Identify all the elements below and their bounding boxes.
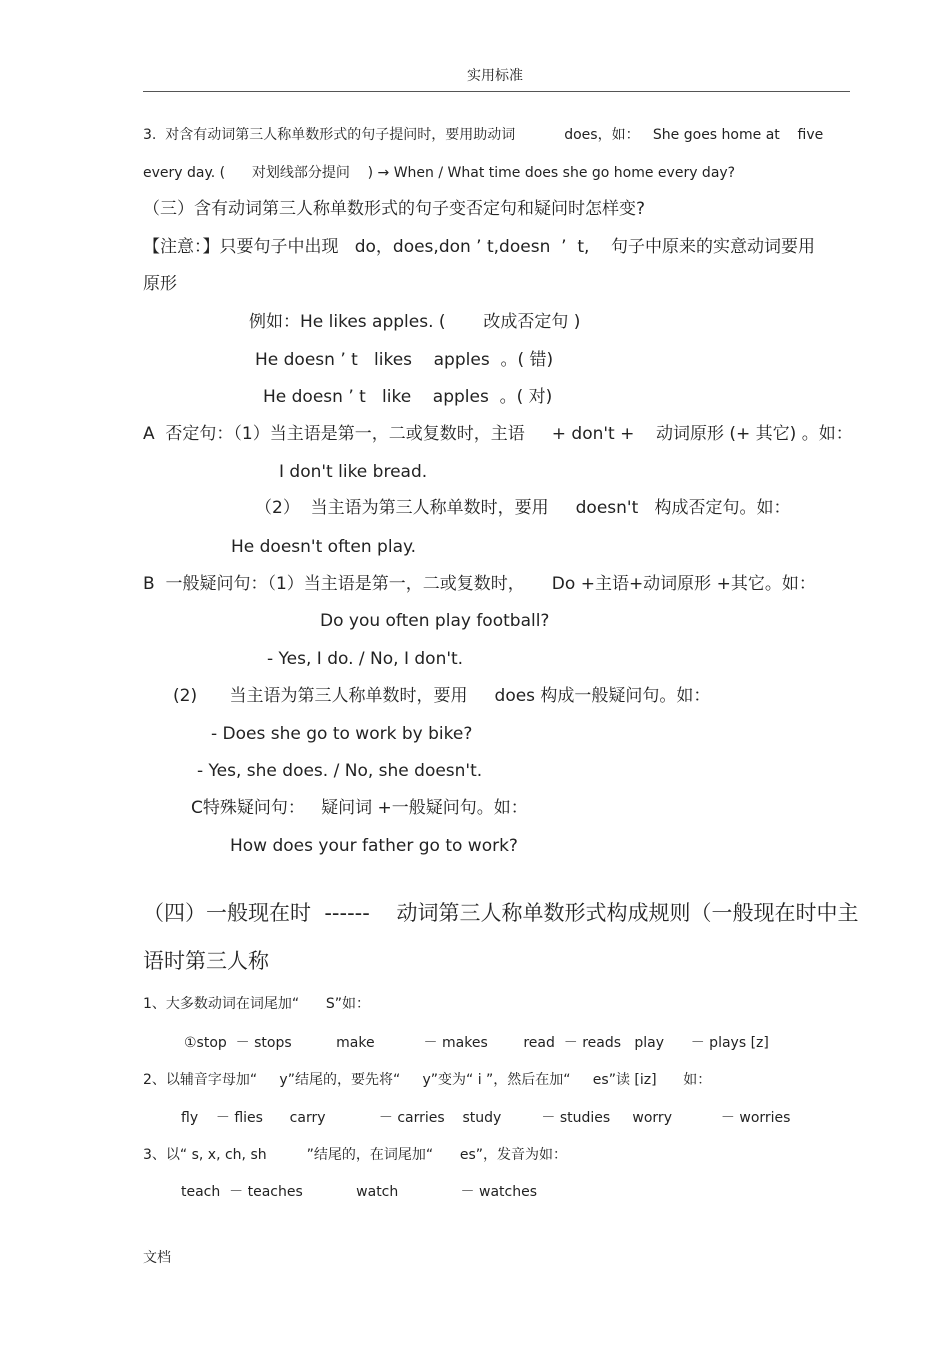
rule-1-examples: ①stop － stops make － makes read － reads play － plays [z]: [184, 1035, 769, 1051]
question-answer-1: - Yes, I do. / No, I don't.: [267, 649, 464, 669]
section-3-heading: （三）含有动词第三人称单数形式的句子变否定句和疑问时怎样变?: [143, 199, 646, 219]
page-header-title: 实用标准: [467, 68, 523, 84]
rule-3-examples: teach － teaches watch － watches: [181, 1184, 538, 1200]
rule-2-examples: fly － flies carry － carries study － studies worry － worries: [181, 1110, 791, 1126]
header-divider: [143, 91, 850, 92]
question-example-1: Do you often play football?: [320, 611, 550, 631]
special-question-example: How does your father go to work?: [230, 836, 518, 856]
section-4-heading: （四）一般现在时 ------ 动词第三人称单数形式构成规则（一般现在时中主: [143, 901, 859, 925]
question-rule-1: B 一般疑问句：（1）当主语是第一，二或复数时， Do +主语+动词原形 +其它。如：: [143, 574, 816, 594]
note-line-cont: 原形: [143, 274, 177, 294]
note-line: 【注意：】只要句子中出现 do，does,don ’ t,doesn ’ t, 句子中原来的实意动词要用: [143, 237, 816, 257]
rule-2: 2、以辅音字母加“ y”结尾的，要先将“ y”变为“ i ”，然后在加“ es”读 [iz] 如：: [143, 1072, 712, 1088]
special-question-rule: C特殊疑问句： 疑问词 +一般疑问句。如：: [191, 798, 528, 818]
rule-3-example: every day. ( 对划线部分提问 ) → When / What time does she go home every day?: [143, 165, 736, 181]
negative-rule-1: A 否定句：（1）当主语是第一，二或复数时，主语 + don't + 动词原形 (+ 其它) 。如：: [143, 424, 853, 444]
example-label: 例如：He likes apples. ( 改成否定句 ): [249, 312, 581, 332]
negative-example-1: I don't like bread.: [279, 462, 428, 482]
page-footer-label: 文档: [143, 1250, 171, 1266]
example-wrong: He doesn ’ t likes apples 。( 错): [255, 350, 554, 370]
rule-3-line: 3. 对含有动词第三人称单数形式的句子提问时，要用助动词 does，如： She goes home at five: [143, 127, 824, 143]
question-rule-2: (2) 当主语为第三人称单数时，要用 does 构成一般疑问句。如：: [173, 686, 711, 706]
rule-3: 3、以“ s, x, ch, sh ”结尾的，在词尾加“ es”，发音为如：: [143, 1147, 568, 1163]
negative-example-2: He doesn't often play.: [231, 537, 417, 557]
question-answer-2: - Yes, she does. / No, she doesn't.: [197, 761, 483, 781]
section-4-heading-cont: 语时第三人称: [143, 949, 269, 973]
question-example-2: - Does she go to work by bike?: [211, 724, 473, 744]
example-right: He doesn ’ t like apples 。( 对): [263, 387, 553, 407]
rule-1: 1、大多数动词在词尾加“ S”如：: [143, 996, 371, 1012]
negative-rule-2: （2） 当主语为第三人称单数时，要用 doesn't 构成否定句。如：: [255, 498, 791, 518]
